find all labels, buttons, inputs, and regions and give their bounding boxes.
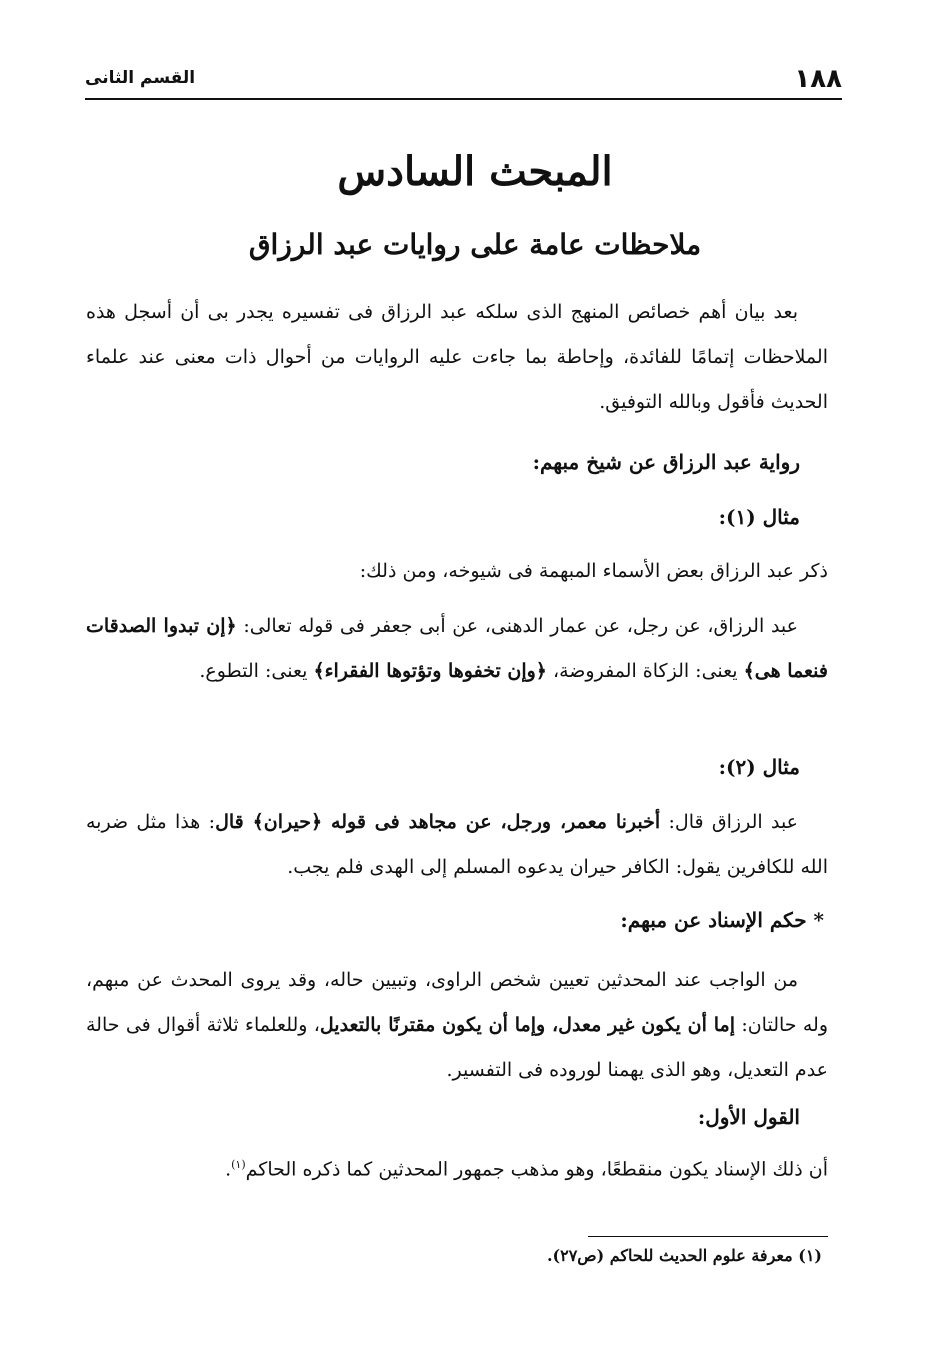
example-1-text-3: يعنى: التطوع. bbox=[199, 660, 314, 682]
first-opinion-text bbox=[225, 1158, 828, 1180]
chapter-title: المبحث السادس bbox=[337, 148, 613, 195]
example-1-paragraph bbox=[86, 604, 828, 694]
ruling-cases: إما أن يكون غير معدل، وإما أن يكون مقترنًا بالتعديل bbox=[319, 1014, 736, 1036]
footnote-divider bbox=[588, 1236, 828, 1237]
page-number: ١٨٨ bbox=[794, 64, 842, 94]
ruling-text-1: من الواجب عند المحدثين تعيين شخص الراوى، وتبيين حاله، وقد يروى المحدث عن مبهم، وله حالتان: bbox=[86, 969, 828, 1036]
section-heading-anonymous-sheikh: رواية عبد الرزاق عن شيخ مبهم: bbox=[532, 450, 800, 474]
first-opinion-body: أن ذلك الإسناد يكون منقطعًا، وهو مذهب جمهور المحدثين كما ذكره الحاكم bbox=[245, 1158, 828, 1181]
section-heading-ruling: * حكم الإسناد عن مبهم: bbox=[620, 908, 824, 932]
page-header bbox=[85, 58, 842, 100]
first-opinion-label: القول الأول: bbox=[697, 1105, 800, 1129]
example-2-text-2: : هذا مثل ضربه الله للكافرين يقول: الكافر حيران يدعوه المسلم إلى الهدى فلم يجب. bbox=[86, 811, 828, 878]
chapter-subtitle: ملاحظات عامة على روايات عبد الرزاق bbox=[248, 228, 702, 261]
example-1-intro: ذكر عبد الرزاق بعض الأسماء المبهمة فى شيوخه، ومن ذلك: bbox=[359, 560, 828, 582]
ruling-text-2: ، وللعلماء ثلاثة أقوال فى حالة عدم التعديل، وهو الذى يهمنا لوروده فى التفسير. bbox=[86, 1014, 828, 1081]
example-2-paragraph bbox=[86, 800, 828, 890]
example-1-text-1: عبد الرزاق، عن رجل، عن عمار الدهنى، عن أبى جعفر فى قوله تعالى: bbox=[236, 615, 798, 637]
quran-quote-1: ﴿إن تبدوا الصدقات فنعما هى﴾ bbox=[86, 615, 828, 682]
footnote-reference: (١) bbox=[231, 1158, 246, 1171]
example-2-label: مثال (٢): bbox=[718, 755, 800, 779]
ruling-paragraph bbox=[86, 958, 828, 1093]
example-2-narration: أخبرنا معمر، ورجل، عن مجاهد فى قوله bbox=[322, 811, 661, 833]
first-opinion-end: . bbox=[225, 1158, 232, 1181]
quran-quote-3: ﴿حيران﴾ bbox=[252, 811, 323, 833]
running-head: القسم الثانى bbox=[85, 68, 196, 88]
example-2-said: قال bbox=[215, 811, 253, 833]
example-1-label: مثال (١): bbox=[718, 505, 800, 529]
intro-paragraph: بعد بيان أهم خصائص المنهج الذى سلكه عبد الرزاق فى تفسيره يجدر بى أن أسجل هذه الملاحظات إتمامًا للفائدة، وإحاطة بما جاءت عليه الروايات من أحوال ذات معنى عند علماء الحديث فأقول وبالله التوفيق. bbox=[86, 301, 828, 413]
example-1-text-2: يعنى: الزكاة المفروضة، bbox=[546, 660, 744, 682]
quran-quote-2: ﴿وإن تخفوها وتؤتوها الفقراء﴾ bbox=[313, 660, 547, 682]
example-2-text-1: عبد الرزاق قال: bbox=[660, 811, 799, 833]
footnote: (١) معرفة علوم الحديث للحاكم (ص٢٧). bbox=[546, 1246, 822, 1265]
